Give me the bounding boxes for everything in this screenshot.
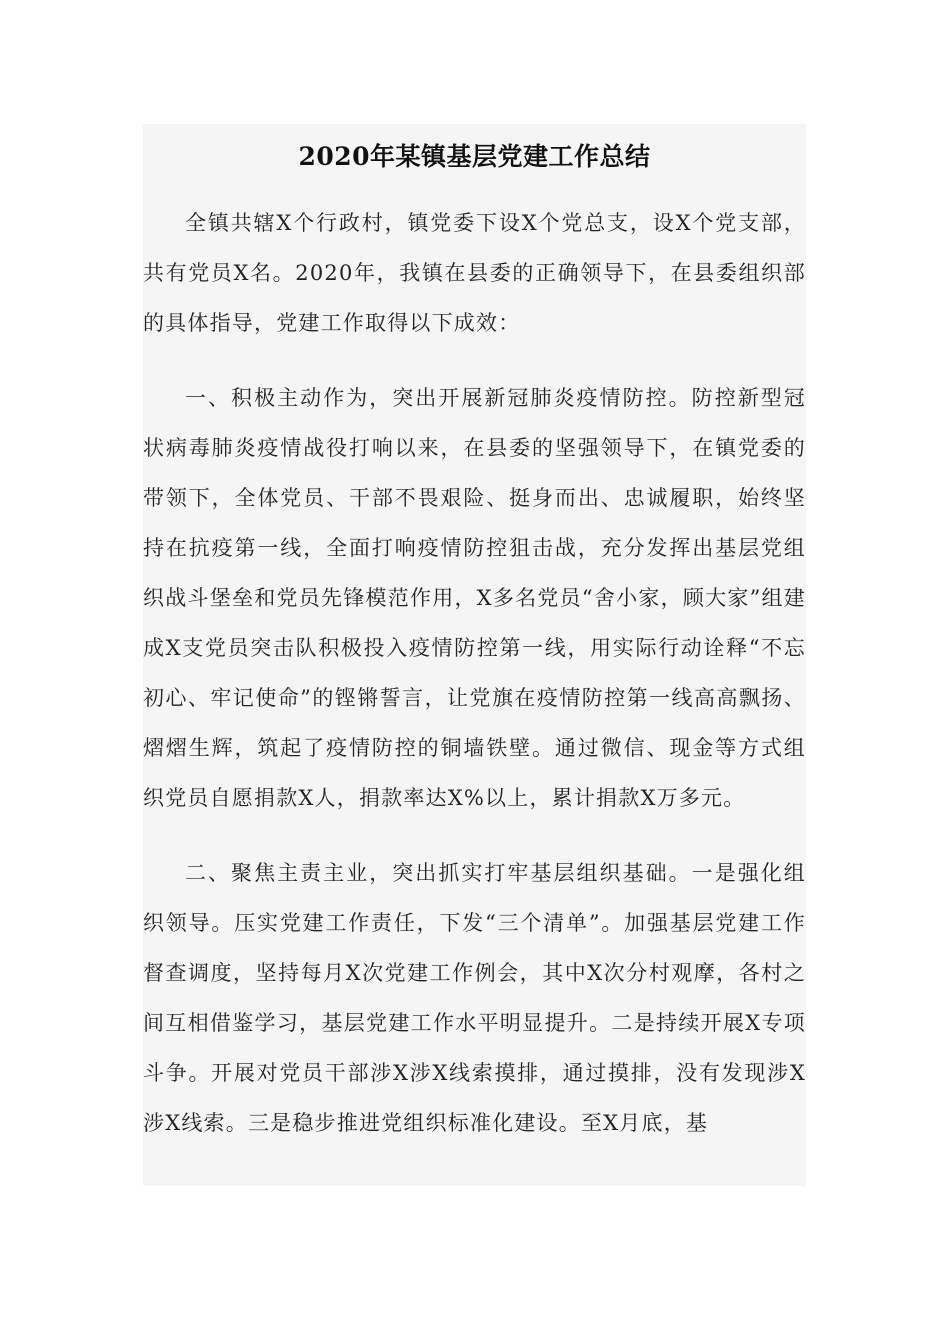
document-page xyxy=(143,124,806,1186)
paragraph-section-two: 二、聚焦主责主业，突出抓实打牢基层组织基础。一是强化组织领导。压实党建工作责任，下发“三个清单”。加强基层党建工作督查调度，坚持每月X次党建工作例会，其中X次分村观摩，各村之间互相借鉴学习，基层党建工作水平明显提升。二是持续开展X专项斗争。开展对党员干部涉X涉X线索摸排，通过摸排，没有发现涉X涉X线索。三是稳步推进党组织标准化建设。至X月底，基 xyxy=(143,861,806,1135)
paragraph-section-one: 一、积极主动作为，突出开展新冠肺炎疫情防控。防控新型冠状病毒肺炎疫情战役打响以来，在县委的坚强领导下，在镇党委的带领下，全体党员、干部不畏艰险、挺身而出、忠诚履职，始终坚持在抗疫第一线，全面打响疫情防控狙击战，充分发挥出基层党组织战斗堡垒和党员先锋模范作用，X多名党员“舍小家，顾大家”组建成X支党员突击队积极投入疫情防控第一线，用实际行动诠释“不忘初心、牢记使命”的铿锵誓言，让党旗在疫情防控第一线高高飘扬、熠熠生辉，筑起了疫情防控的铜墙铁壁。通过微信、现金等方式组织党员自愿捐款X人，捐款率达X%以上，累计捐款X万多元。 xyxy=(143,386,806,810)
document-title: 2020年某镇基层党建工作总结 xyxy=(298,142,651,171)
paragraph-intro: 全镇共辖X个行政村，镇党委下设X个党总支，设X个党支部，共有党员X名。2020年，我镇在县委的正确领导下，在县委组织部的具体指导，党建工作取得以下成效： xyxy=(143,211,806,335)
